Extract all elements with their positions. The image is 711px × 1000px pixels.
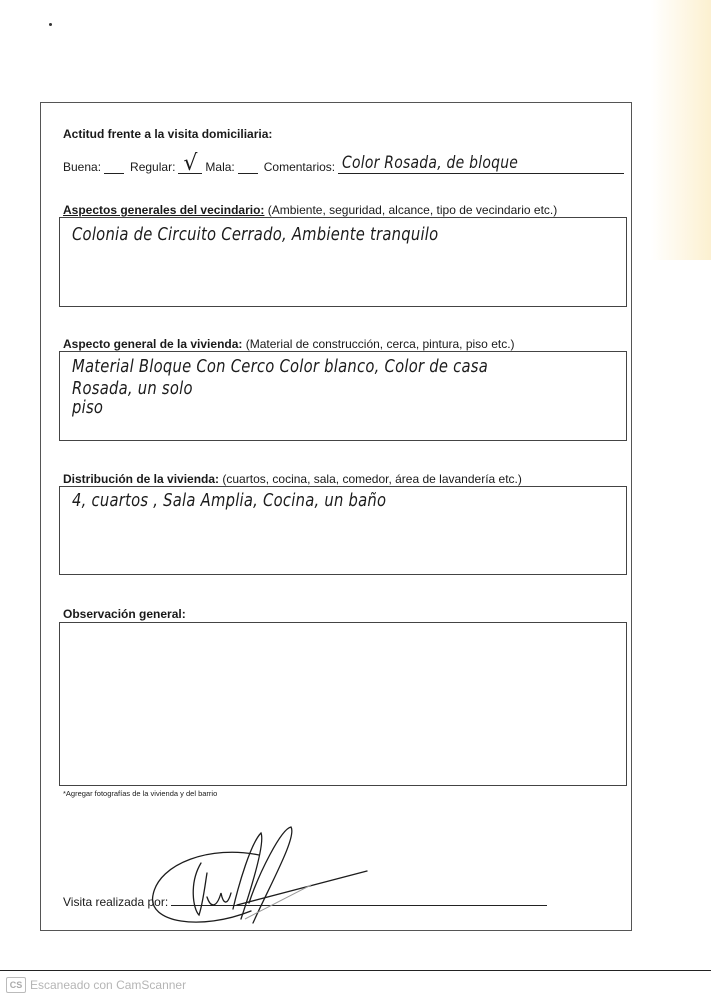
attitude-rating-row: [63, 151, 624, 174]
scan-glare: [651, 0, 711, 260]
regular-checkmark[interactable]: √: [178, 155, 202, 174]
distribution-heading: Distribución de la vivienda:: [63, 472, 220, 486]
mala-label: Mala:: [205, 160, 235, 174]
signature-stroke-a: [233, 833, 262, 919]
camscanner-logo-icon: CS: [6, 977, 26, 993]
comentarios-field[interactable]: [338, 151, 624, 174]
comentarios-label: Comentarios:: [263, 160, 336, 174]
camscanner-text: Escaneado con CamScanner: [30, 978, 187, 992]
buena-label: Buena:: [63, 160, 102, 174]
home-visit-form: [40, 102, 632, 931]
housing-hint: (Material de construcción, cerca, pintura, piso etc.): [245, 337, 515, 351]
photo-footnote: *Agregar fotografías de la vivienda y del barrio: [63, 789, 218, 798]
signature-trace: [245, 885, 311, 919]
housing-value-line2: piso: [72, 397, 104, 418]
neighborhood-box[interactable]: [59, 217, 627, 307]
distribution-box[interactable]: [59, 486, 627, 575]
regular-label: Regular:: [130, 160, 176, 174]
neighborhood-value: Colonia de Circuito Cerrado, Ambiente tranquilo: [72, 224, 439, 245]
signature-wave: [207, 893, 231, 905]
page-bottom-rule: [0, 970, 711, 971]
camscanner-watermark: [6, 977, 186, 993]
housing-box[interactable]: [59, 351, 627, 441]
housing-label-row: [63, 337, 515, 351]
comentarios-value: Color Rosada, de bloque: [342, 153, 519, 173]
attitude-heading: Actitud frente a la visita domiciliaria:: [63, 127, 273, 141]
visit-by-label: Visita realizada por:: [63, 895, 169, 909]
signature-c: [193, 863, 207, 915]
neighborhood-label-row: [63, 203, 557, 217]
distribution-value: 4, cuartos , Sala Amplia, Cocina, un baño: [72, 490, 387, 511]
neighborhood-heading: Aspectos generales del vecindario:: [63, 203, 265, 217]
observation-box[interactable]: [59, 622, 627, 786]
distribution-hint: (cuartos, cocina, sala, comedor, área de lavandería etc.): [222, 472, 522, 486]
observation-heading: Observación general:: [63, 607, 186, 621]
neighborhood-hint: (Ambiente, seguridad, alcance, tipo de vecindario etc.): [267, 203, 558, 217]
signature-cross: [237, 871, 367, 905]
mala-field[interactable]: [238, 173, 258, 174]
handwritten-signature: [141, 823, 381, 933]
scan-speck: [49, 23, 52, 26]
housing-heading: Aspecto general de la vivienda:: [63, 337, 243, 351]
housing-value-line1: Material Bloque Con Cerco Color blanco, Color de casa Rosada, un solo: [72, 356, 489, 399]
buena-field[interactable]: [104, 173, 124, 174]
distribution-label-row: [63, 472, 522, 486]
